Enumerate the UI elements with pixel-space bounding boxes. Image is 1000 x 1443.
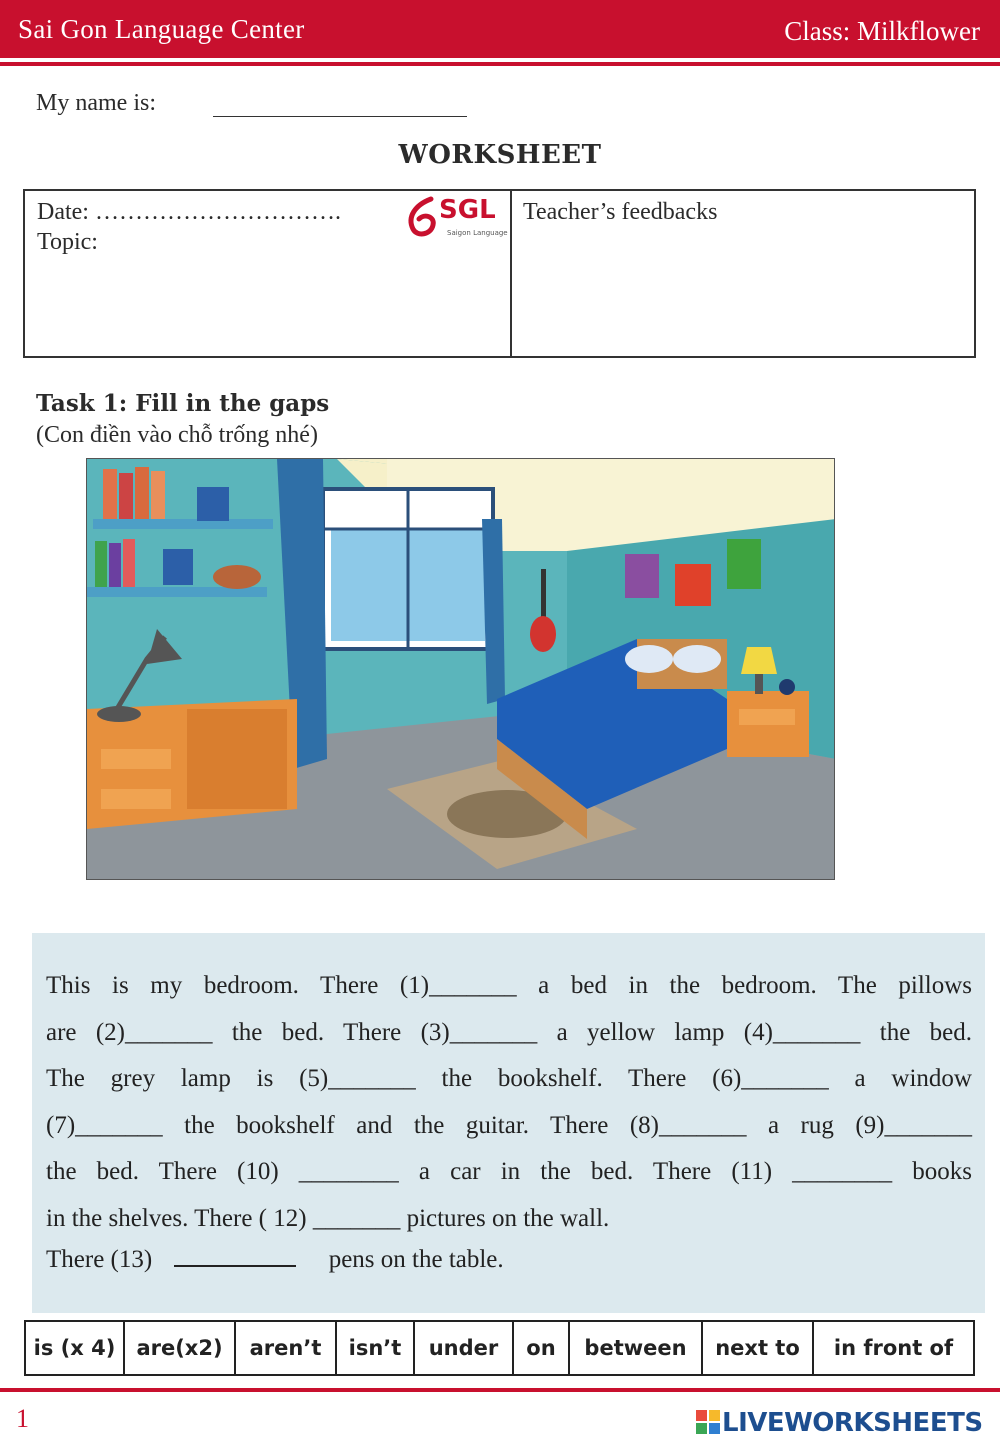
name-label: My name is: — [36, 90, 156, 116]
liveworksheets-icon — [696, 1410, 720, 1434]
passage-paragraph — [46, 963, 972, 1242]
logo-subtext: Saigon Language — [447, 229, 508, 237]
task-subtitle: (Con điền vào chỗ trống nhé) — [36, 422, 318, 448]
passage-line: in the shelves. There ( 12) _______ pictures on the wall. — [46, 1204, 610, 1232]
task-title: Task 1: Fill in the gaps — [36, 390, 330, 417]
passage-last-suffix: pens on the table. — [328, 1246, 504, 1273]
passage-last-prefix: There (13) — [46, 1246, 153, 1273]
word-bank-item: between — [569, 1321, 702, 1375]
sgl-logo — [403, 195, 508, 241]
bedroom-illustration-icon — [87, 459, 835, 880]
header-bar — [0, 0, 1000, 58]
worksheet-title: WORKSHEET — [398, 140, 602, 170]
word-bank-item: are(x2) — [124, 1321, 235, 1375]
sgl-swirl-icon — [403, 195, 443, 239]
passage-line: the bed. There (10) ________ a car in the bed. There (11) ________ books — [46, 1158, 972, 1185]
class-label: Class: Milkflower — [784, 16, 980, 46]
logo-text: SGL — [439, 195, 496, 225]
date-label: Date: …………………………. — [37, 199, 341, 225]
passage-line: The grey lamp is (5)_______ the bookshelf. There (6)_______ a window — [46, 1065, 972, 1092]
word-bank-item: in front of — [813, 1321, 974, 1375]
topic-label: Topic: — [37, 229, 98, 255]
liveworksheets-brand: LIVEWORKSHEETS — [722, 1408, 983, 1438]
passage-line: are (2)_______ the bed. There (3)_______ a yellow lamp (4)_______ the bed. — [46, 1018, 972, 1046]
info-box — [23, 189, 976, 358]
header-divider — [0, 62, 1000, 66]
gap-13-blank[interactable] — [174, 1247, 296, 1267]
teacher-feedback-label: Teacher’s feedbacks — [523, 199, 718, 225]
passage-panel — [32, 933, 985, 1313]
passage-line: (7)_______ the bookshelf and the guitar. There (8)_______ a rug (9)_______ — [46, 1111, 972, 1139]
word-bank — [24, 1320, 975, 1376]
bedroom-picture — [86, 458, 835, 880]
info-divider — [510, 191, 512, 356]
word-bank-item: under — [414, 1321, 513, 1375]
word-bank-item: next to — [702, 1321, 813, 1375]
center-name: Sai Gon Language Center — [18, 14, 305, 44]
page-number: 1 — [16, 1404, 29, 1433]
footer-divider — [0, 1388, 1000, 1392]
passage-line: This is my bedroom. There (1)_______ a bed in the bedroom. The pillows — [46, 972, 972, 999]
word-bank-item: on — [513, 1321, 569, 1375]
word-bank-item: isn’t — [336, 1321, 414, 1375]
name-input-line[interactable] — [213, 116, 467, 117]
word-bank-item: is (x 4) — [25, 1321, 124, 1375]
passage-last-line — [46, 1246, 504, 1274]
word-bank-item: aren’t — [235, 1321, 336, 1375]
